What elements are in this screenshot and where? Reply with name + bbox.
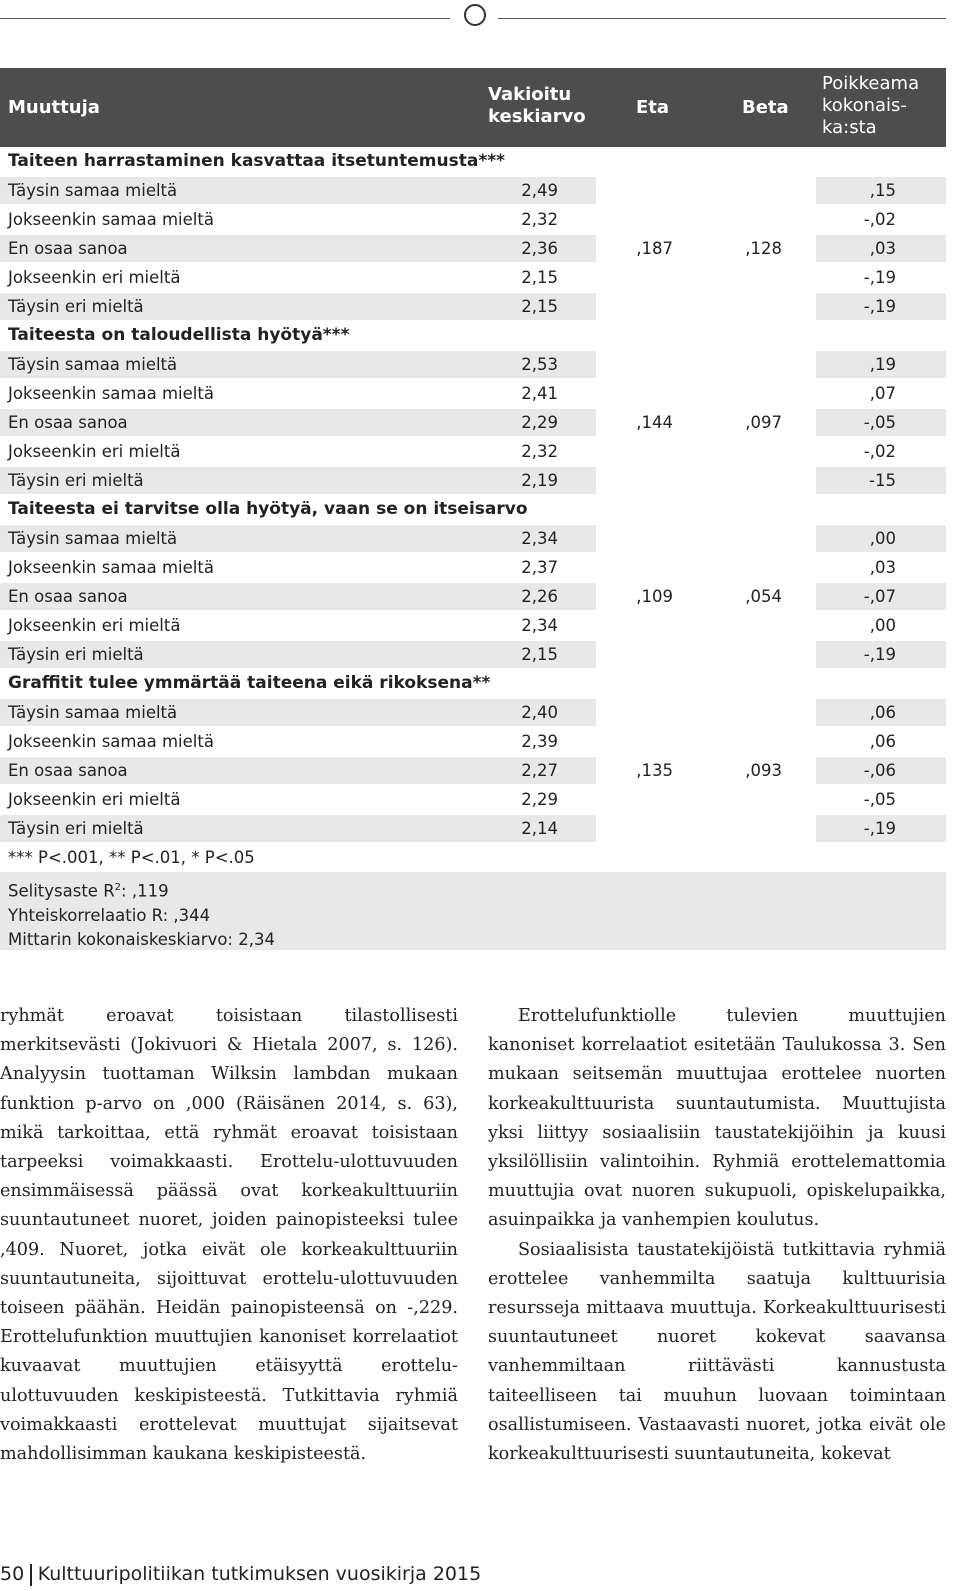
- row-deviation: ,00: [869, 616, 896, 635]
- header-dev-line3: ka:sta: [822, 117, 877, 138]
- row-deviation: ,19: [869, 355, 896, 374]
- row-mean: 2,49: [521, 181, 558, 200]
- row-label: Täysin eri mieltä: [8, 645, 144, 664]
- page-number: 50: [0, 1563, 25, 1585]
- row-mean: 2,29: [521, 413, 558, 432]
- table-row: [0, 466, 946, 495]
- table-row: [0, 234, 946, 263]
- group-title: Taiteesta on taloudellista hyötyä***: [8, 325, 350, 345]
- group-title-row: [0, 495, 946, 524]
- row-deviation: -,19: [863, 297, 896, 316]
- row-deviation: ,07: [869, 384, 896, 403]
- r2-superscript: 2: [114, 882, 122, 893]
- table-row: [0, 814, 946, 843]
- table-row: [0, 785, 946, 814]
- row-eta: ,144: [636, 413, 673, 432]
- row-label: Täysin samaa mieltä: [8, 703, 178, 722]
- significance-note: *** P<.001, ** P<.01, * P<.05: [8, 848, 255, 867]
- group-title: Graffitit tulee ymmärtää taiteena eikä rikoksena**: [8, 673, 491, 693]
- group-title-row: [0, 321, 946, 350]
- row-label: Täysin samaa mieltä: [8, 529, 178, 548]
- row-deviation: -,05: [863, 413, 896, 432]
- row-mean: 2,32: [521, 210, 558, 229]
- row-label: Täysin eri mieltä: [8, 819, 144, 838]
- row-mean: 2,19: [521, 471, 558, 490]
- row-label: En osaa sanoa: [8, 761, 128, 780]
- header-mean-line2: keskiarvo: [488, 106, 586, 127]
- row-label: Jokseenkin samaa mieltä: [8, 732, 214, 751]
- row-label: En osaa sanoa: [8, 239, 128, 258]
- group-title: Taiteesta ei tarvitse olla hyötyä, vaan se on itseisarvo: [8, 499, 528, 519]
- table-row: [0, 582, 946, 611]
- table-footer: [0, 843, 946, 950]
- row-mean: 2,53: [521, 355, 558, 374]
- row-eta: ,135: [636, 761, 673, 780]
- row-deviation: ,03: [869, 558, 896, 577]
- row-mean: 2,37: [521, 558, 558, 577]
- row-mean: 2,39: [521, 732, 558, 751]
- body-right-paragraph-2: Sosiaalisista taustatekijöistä tutkittavia ryhmiä erottelee vanhemmilta saatuja kulttuurisia resursseja mittaava muuttuja. Korkeakulttuurisesti suuntautuneet nuoret kokevat saavansa vanhemmiltaan riittävästi kannustusta taiteelliseen tai muuhun luovaan toimintaan osallistumiseen. Vastaavasti nuoret, jotka eivät ole korkeakulttuurisesti suuntautuneita, kokevat: [488, 1239, 946, 1465]
- table-row: [0, 176, 946, 205]
- table-row: [0, 756, 946, 785]
- row-label: Jokseenkin eri mieltä: [8, 790, 181, 809]
- body-column-left: [0, 1002, 458, 1469]
- row-beta: ,093: [745, 761, 782, 780]
- table-row: [0, 553, 946, 582]
- overall-mean: Mittarin kokonaiskeskiarvo: 2,34: [8, 929, 275, 949]
- row-deviation: -,05: [863, 790, 896, 809]
- row-deviation: ,06: [869, 703, 896, 722]
- header-beta: Beta: [742, 97, 789, 118]
- row-label: En osaa sanoa: [8, 413, 128, 432]
- table-row: [0, 640, 946, 669]
- row-mean: 2,36: [521, 239, 558, 258]
- table-row: [0, 524, 946, 553]
- table-row: [0, 698, 946, 727]
- header-dev-line1: Poikkeama: [822, 73, 920, 94]
- table-row: [0, 205, 946, 234]
- header-mean-line1: Vakioitu: [488, 84, 572, 105]
- table-row: [0, 408, 946, 437]
- table-row: [0, 263, 946, 292]
- row-label: Jokseenkin samaa mieltä: [8, 384, 214, 403]
- row-mean: 2,41: [521, 384, 558, 403]
- row-eta: ,187: [636, 239, 673, 258]
- row-mean: 2,14: [521, 819, 558, 838]
- row-mean: 2,15: [521, 268, 558, 287]
- row-label: En osaa sanoa: [8, 587, 128, 606]
- row-deviation: -,02: [863, 210, 896, 229]
- row-beta: ,128: [745, 239, 782, 258]
- row-deviation: -,19: [863, 819, 896, 838]
- row-mean: 2,32: [521, 442, 558, 461]
- row-label: Jokseenkin eri mieltä: [8, 616, 181, 635]
- row-mean: 2,40: [521, 703, 558, 722]
- footer-separator: [30, 1564, 32, 1586]
- row-label: Täysin eri mieltä: [8, 471, 144, 490]
- r2-prefix: Selitysaste R: [8, 881, 115, 901]
- table-row: [0, 611, 946, 640]
- row-deviation: -,02: [863, 442, 896, 461]
- row-label: Jokseenkin eri mieltä: [8, 442, 181, 461]
- table-row: [0, 292, 946, 321]
- row-deviation: ,15: [869, 181, 896, 200]
- model-stats: [0, 872, 946, 950]
- circle-ornament-icon: [464, 4, 486, 26]
- results-table: [0, 68, 946, 950]
- table-row: [0, 727, 946, 756]
- body-column-right: [488, 1002, 946, 1469]
- group-title: Taiteen harrastaminen kasvattaa itsetuntemusta***: [8, 151, 505, 171]
- group-title-row: [0, 669, 946, 698]
- row-beta: ,054: [745, 587, 782, 606]
- page-footer: [0, 1562, 481, 1586]
- row-eta: ,109: [636, 587, 673, 606]
- row-deviation: ,03: [869, 239, 896, 258]
- row-deviation: -,19: [863, 645, 896, 664]
- table-body: [0, 147, 946, 843]
- row-label: Jokseenkin samaa mieltä: [8, 210, 214, 229]
- row-deviation: -,19: [863, 268, 896, 287]
- row-label: Täysin samaa mieltä: [8, 355, 178, 374]
- row-label: Jokseenkin eri mieltä: [8, 268, 181, 287]
- row-label: Jokseenkin samaa mieltä: [8, 558, 214, 577]
- header-variable: Muuttuja: [8, 97, 100, 118]
- row-mean: 2,26: [521, 587, 558, 606]
- publication-title: Kulttuuripolitiikan tutkimuksen vuosikirja 2015: [37, 1563, 482, 1585]
- table-row: [0, 350, 946, 379]
- row-mean: 2,34: [521, 529, 558, 548]
- top-rule-left: [0, 18, 450, 19]
- group-title-row: [0, 147, 946, 176]
- row-deviation: -,06: [863, 761, 896, 780]
- multiple-r: Yhteiskorrelaatio R: ,344: [8, 905, 211, 925]
- row-mean: 2,15: [521, 645, 558, 664]
- row-mean: 2,34: [521, 616, 558, 635]
- body-right-paragraph-1: Erottelufunktiolle tulevien muuttujien kanoniset korrelaatiot esitetään Taulukossa 3. Sen mukaan seitsemän muuttujaa erottelee nuorten korkeakulttuurista suuntautumista. Muuttujista yksi liittyy sosiaalisiin taustatekijöihin ja kuusi yksilöllisiin valintoihin. Ryhmiä erottelemattomia muuttujia ovat nuoren sukupuoli, opiskelupaikka, asuinpaikka ja vanhempien koulutus.: [488, 1006, 946, 1231]
- row-deviation: -,07: [863, 587, 896, 606]
- row-mean: 2,27: [521, 761, 558, 780]
- header-mean: [488, 84, 598, 128]
- row-mean: 2,15: [521, 297, 558, 316]
- top-rule-right: [498, 18, 946, 19]
- row-deviation: ,06: [869, 732, 896, 751]
- table-row: [0, 379, 946, 408]
- header-eta: Eta: [636, 97, 670, 118]
- row-deviation: ,00: [869, 529, 896, 548]
- row-beta: ,097: [745, 413, 782, 432]
- row-label: Täysin samaa mieltä: [8, 181, 178, 200]
- row-label: Täysin eri mieltä: [8, 297, 144, 316]
- header-dev-line2: kokonais-: [822, 95, 907, 116]
- r-squared: [8, 876, 938, 904]
- row-mean: 2,29: [521, 790, 558, 809]
- table-row: [0, 437, 946, 466]
- table-header: [0, 68, 946, 147]
- header-deviation: [822, 73, 942, 139]
- r2-value: : ,119: [121, 881, 169, 901]
- body-left-paragraph: ryhmät eroavat toisistaan tilastollisesti merkitsevästi (Jokivuori & Hietala 2007, s. 126). Analyysin tuottaman Wilksin lambdan mukaan funktion p-arvo on ,000 (Räisänen 2014, s. 63), mikä tarkoittaa, että ryhmät eroavat toisistaan tarpeeksi voimakkaasti. Erottelu-ulottuvuuden ensimmäisessä päässä ovat korkeakulttuuriin suuntautuneet nuoret, joiden painopisteeksi tulee ,409. Nuoret, jotka eivät ole korkeakulttuuriin suuntautuneita, sijoittuvat erottelu-ulottuvuuden toiseen päähän. Heidän painopisteensä on -,229. Erottelufunktion muuttujien kanoniset korrelaatiot kuvaavat muuttujien etäisyyttä erottelu-ulottuvuuden keskipisteestä. Tutkittavia ryhmiä voimakkaasti erottelevat muuttujat sijaitsevat mahdollisimman kaukana keskipisteestä.: [0, 1006, 458, 1465]
- row-deviation: -15: [869, 471, 896, 490]
